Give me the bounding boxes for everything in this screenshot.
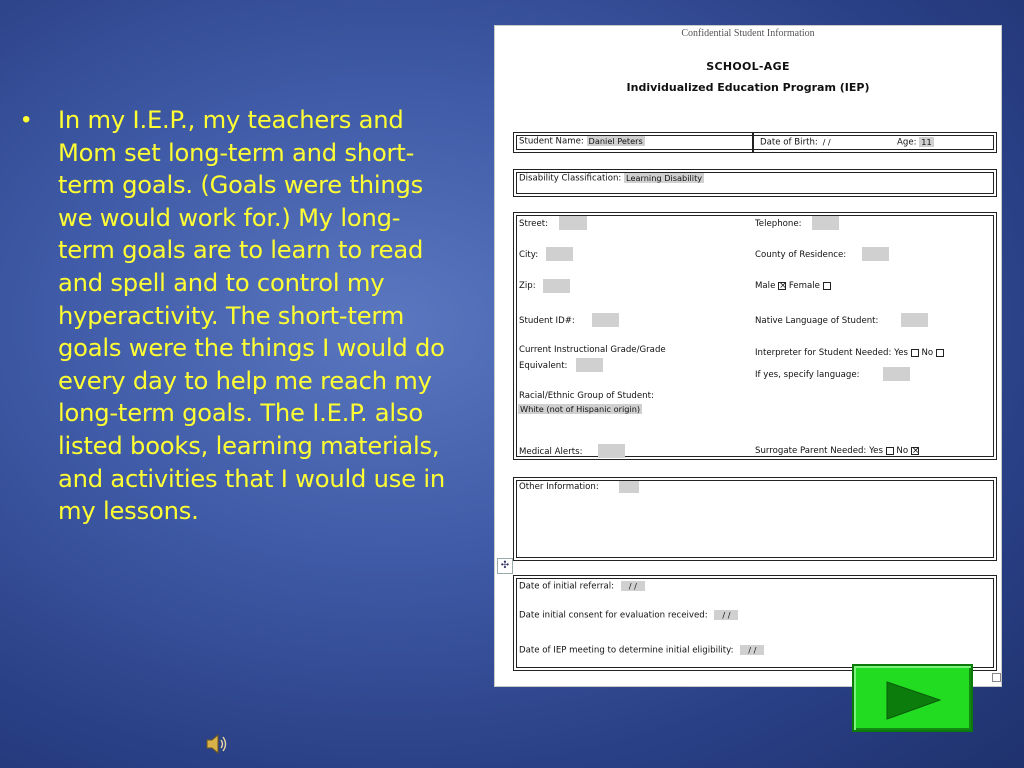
racial-value: White (not of Hispanic origin) <box>520 404 641 414</box>
gender-field <box>755 281 831 291</box>
interpreter-label: Interpreter for Student Needed: <box>755 348 892 358</box>
student-name-field <box>519 136 645 147</box>
medical-field <box>519 447 582 457</box>
city-field <box>519 250 538 260</box>
female-checkbox <box>823 282 831 290</box>
grade-value <box>576 358 603 372</box>
specify-language-label: If yes, specify language: <box>755 370 860 380</box>
city-value <box>546 247 573 261</box>
disability-label: Disability Classification: <box>519 173 622 184</box>
disability-value: Learning Disability <box>626 173 703 183</box>
male-label: Male <box>755 281 776 291</box>
move-icon[interactable]: ✣ <box>497 558 513 574</box>
confidential-header: Confidential Student Information <box>681 28 815 39</box>
medical-value <box>598 444 625 458</box>
female-label: Female <box>788 281 820 291</box>
surrogate-label: Surrogate Parent Needed: <box>755 446 867 456</box>
form-title-school-age: SCHOOL-AGE <box>706 60 790 73</box>
referral-value: / / <box>621 581 645 591</box>
specify-language-value <box>883 367 910 381</box>
telephone-value <box>812 216 839 230</box>
city-label: City: <box>519 250 539 260</box>
referral-field <box>519 581 645 592</box>
surrogate-yes-label: Yes <box>869 446 883 456</box>
student-id-value <box>592 313 619 327</box>
specify-language-field <box>755 370 860 380</box>
form-title-iep: Individualized Education Program (IEP) <box>626 81 870 94</box>
street-label: Street: <box>519 219 549 229</box>
zip-field <box>519 281 536 291</box>
native-language-value <box>901 313 928 327</box>
interpreter-no-checkbox <box>936 349 944 357</box>
referral-label: Date of initial referral: <box>519 581 615 592</box>
street-field <box>519 219 548 229</box>
disability-field <box>519 173 704 184</box>
other-information-value <box>619 481 639 493</box>
speaker-icon[interactable] <box>204 731 230 757</box>
interpreter-yes-label: Yes <box>894 348 908 358</box>
grade-field-line2: Equivalent: <box>519 361 568 371</box>
telephone-label: Telephone: <box>755 219 802 229</box>
student-id-label: Student ID#: <box>519 316 575 326</box>
dob-field <box>760 137 833 148</box>
bullet-paragraph <box>22 104 454 528</box>
consent-field <box>519 610 738 621</box>
dob-value: / / <box>822 137 831 147</box>
play-arrow-icon <box>854 666 975 734</box>
iep-meeting-value: / / <box>740 645 764 655</box>
interpreter-yes-checkbox <box>911 349 919 357</box>
next-slide-button[interactable] <box>852 664 973 732</box>
age-field <box>897 137 934 148</box>
racial-label: Racial/Ethnic Group of Student: <box>519 391 654 401</box>
medical-label: Medical Alerts: <box>519 447 583 457</box>
racial-field <box>518 404 642 415</box>
consent-value: / / <box>714 610 738 620</box>
surrogate-yes-checkbox <box>886 447 894 455</box>
interpreter-field <box>755 348 944 358</box>
surrogate-no-checkbox-checked <box>911 447 919 455</box>
street-value <box>559 216 587 230</box>
native-language-label: Native Language of Student: <box>755 316 879 326</box>
county-value <box>862 247 889 261</box>
surrogate-field <box>755 446 919 456</box>
bullet-symbol: • <box>22 106 31 133</box>
other-information-label: Other Information: <box>519 482 599 492</box>
iep-meeting-label: Date of IEP meeting to determine initial eligibility: <box>519 645 734 656</box>
zip-value <box>543 279 570 293</box>
student-id-field <box>519 316 575 326</box>
county-label: County of Residence: <box>755 250 847 260</box>
consent-label: Date initial consent for evaluation received: <box>519 610 708 621</box>
male-checkbox-checked <box>778 282 786 290</box>
zip-label: Zip: <box>519 281 536 291</box>
student-name-value: Daniel Peters <box>588 136 643 146</box>
surrogate-no-label: No <box>896 446 909 456</box>
age-label: Age: <box>897 137 917 148</box>
telephone-field <box>755 219 802 229</box>
divider <box>752 132 754 153</box>
age-value: 11 <box>921 137 932 147</box>
other-information-field <box>519 482 599 492</box>
resize-handle[interactable] <box>992 673 1001 682</box>
native-language-field <box>755 316 878 326</box>
grade-field-line1: Current Instructional Grade/Grade <box>519 345 666 355</box>
iep-meeting-field <box>519 645 764 656</box>
county-field <box>755 250 846 260</box>
iep-form-image <box>494 25 1002 687</box>
student-name-label: Student Name: <box>519 136 584 147</box>
dob-label: Date of Birth: <box>760 137 818 148</box>
interpreter-no-label: No <box>921 348 934 358</box>
bullet-text: In my I.E.P., my teachers and Mom set long-term and short-term goals. (Goals were things we would work for.) My long-term goals are to learn to read and spell and to control my hyperactivity. The short-term goals were the things I would do every day to help me reach my long-term goals. The I.E.P. also listed books, learning materials, and activities that I would use in my lessons. <box>58 106 445 526</box>
